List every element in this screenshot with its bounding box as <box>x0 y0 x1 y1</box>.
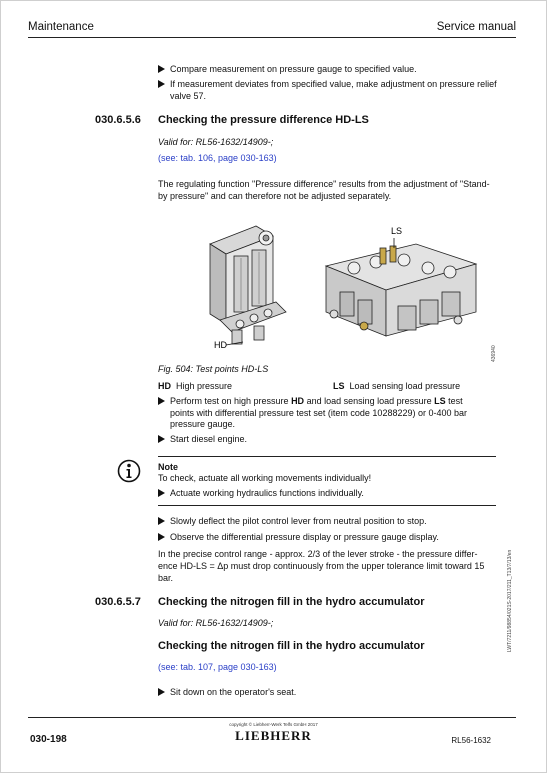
text-run: test <box>445 396 463 406</box>
bullet-text: Compare measurement on pressure gauge to specified value. <box>170 64 417 74</box>
note-title: Note <box>158 462 178 472</box>
bullet-item <box>158 687 515 699</box>
bullet-triangle-icon <box>158 533 165 541</box>
figure-side-code: 436940 <box>491 345 497 362</box>
legend-text: Load sensing load pressure <box>349 381 461 391</box>
paragraph-line: ence HD-LS = Δp must drop continuously from the upper tolerance limit toward 15 <box>158 561 485 571</box>
page-number: 030-198 <box>30 734 67 745</box>
bullet-text: Actuate working hydraulics functions individually. <box>170 488 364 498</box>
bullet-item <box>158 532 515 544</box>
subsection-title: Checking the nitrogen fill in the hydro accumulator <box>158 640 425 652</box>
footer-rule <box>28 717 516 718</box>
header-rule <box>28 37 516 38</box>
bullet-item <box>158 396 515 431</box>
side-document-code: LWT/7211/98854/021S-2017/211_T13/7/13/en <box>507 549 513 652</box>
control-valve-block <box>326 244 476 336</box>
figure-test-points <box>158 216 498 364</box>
note-top-rule <box>158 456 496 457</box>
bullet-triangle-icon <box>158 489 165 497</box>
bullet-triangle-icon <box>158 688 165 696</box>
bullet-item <box>158 64 500 76</box>
paragraph-line: bar. <box>158 573 174 583</box>
text-run: and load sensing load pressure <box>304 396 435 406</box>
section-paragraph <box>158 178 503 202</box>
note-text: To check, actuate all working movements individually! <box>158 473 372 483</box>
precise-paragraph <box>158 548 503 584</box>
paragraph-line: by pressure" and can therefore not be adjusted separately. <box>158 191 392 201</box>
legend-ls <box>333 380 460 392</box>
table-reference-link[interactable]: (see: tab. 106, page 030-163) <box>158 153 277 163</box>
footer-copyright: copyright © Liebherr-Werk Telfs GmbH 2017 <box>229 722 318 727</box>
figure-caption: Fig. 504: Test points HD-LS <box>158 364 269 374</box>
legend-key: HD <box>158 381 171 391</box>
bullet-triangle-icon <box>158 517 165 525</box>
bullet-triangle-icon <box>158 65 165 73</box>
valid-for: Valid for: RL56-1632/14909-; <box>158 618 274 628</box>
footer-model: RL56-1632 <box>451 736 491 745</box>
perform-line1 <box>170 396 515 408</box>
bullet-item <box>158 434 515 446</box>
hd-sensor-block <box>210 226 286 344</box>
text-run: Perform test on high pressure <box>170 396 292 406</box>
header-left: Maintenance <box>28 21 94 33</box>
bullet-text: Start diesel engine. <box>170 434 248 444</box>
legend-text: High pressure <box>176 381 233 391</box>
valid-for: Valid for: RL56-1632/14909-; <box>158 137 274 147</box>
section-number: 030.6.5.6 <box>95 114 141 126</box>
paragraph-line: In the precise control range - approx. 2/3 of the lever stroke - the pressure differ- <box>158 549 478 559</box>
footer-logo: LIEBHERR <box>235 728 312 743</box>
paragraph-line: The regulating function "Pressure difference" results from the adjustment of "Stand- <box>158 179 490 189</box>
bullet-triangle-icon <box>158 435 165 443</box>
note-bottom-rule <box>158 505 496 506</box>
legend-key: LS <box>333 381 345 391</box>
table-reference-link[interactable]: (see: tab. 107, page 030-163) <box>158 662 277 672</box>
header-right: Service manual <box>436 21 516 33</box>
bullet-text: Observe the differential pressure display or pressure gauge display. <box>170 532 439 542</box>
hd-label: HD <box>214 340 227 350</box>
perform-line3: pressure gauge. <box>170 419 236 429</box>
bullet-text: Slowly deflect the pilot control lever from neutral position to stop. <box>170 516 427 526</box>
bullet-item <box>158 79 500 102</box>
bullet-item <box>158 516 515 528</box>
text-run: LS <box>434 396 446 406</box>
bullet-triangle-icon <box>158 397 165 405</box>
ls-label: LS <box>391 226 403 236</box>
legend-hd <box>158 380 232 392</box>
info-icon <box>117 459 141 488</box>
bullet-item <box>158 488 500 500</box>
text-run: HD <box>291 396 305 406</box>
perform-line2: points with differential pressure test set (item code 10288229) or 0-400 bar <box>170 407 467 418</box>
section-title: Checking the nitrogen fill in the hydro accumulator <box>158 596 425 608</box>
bullet-text: Sit down on the operator's seat. <box>170 687 297 697</box>
section-number: 030.6.5.7 <box>95 596 141 608</box>
section-title: Checking the pressure difference HD-LS <box>158 114 369 126</box>
bullet-text: If measurement deviates from specified value, make adjustment on pressure relief valve 57. <box>170 79 497 101</box>
figure-illustration <box>158 216 498 364</box>
bullet-triangle-icon <box>158 80 165 88</box>
